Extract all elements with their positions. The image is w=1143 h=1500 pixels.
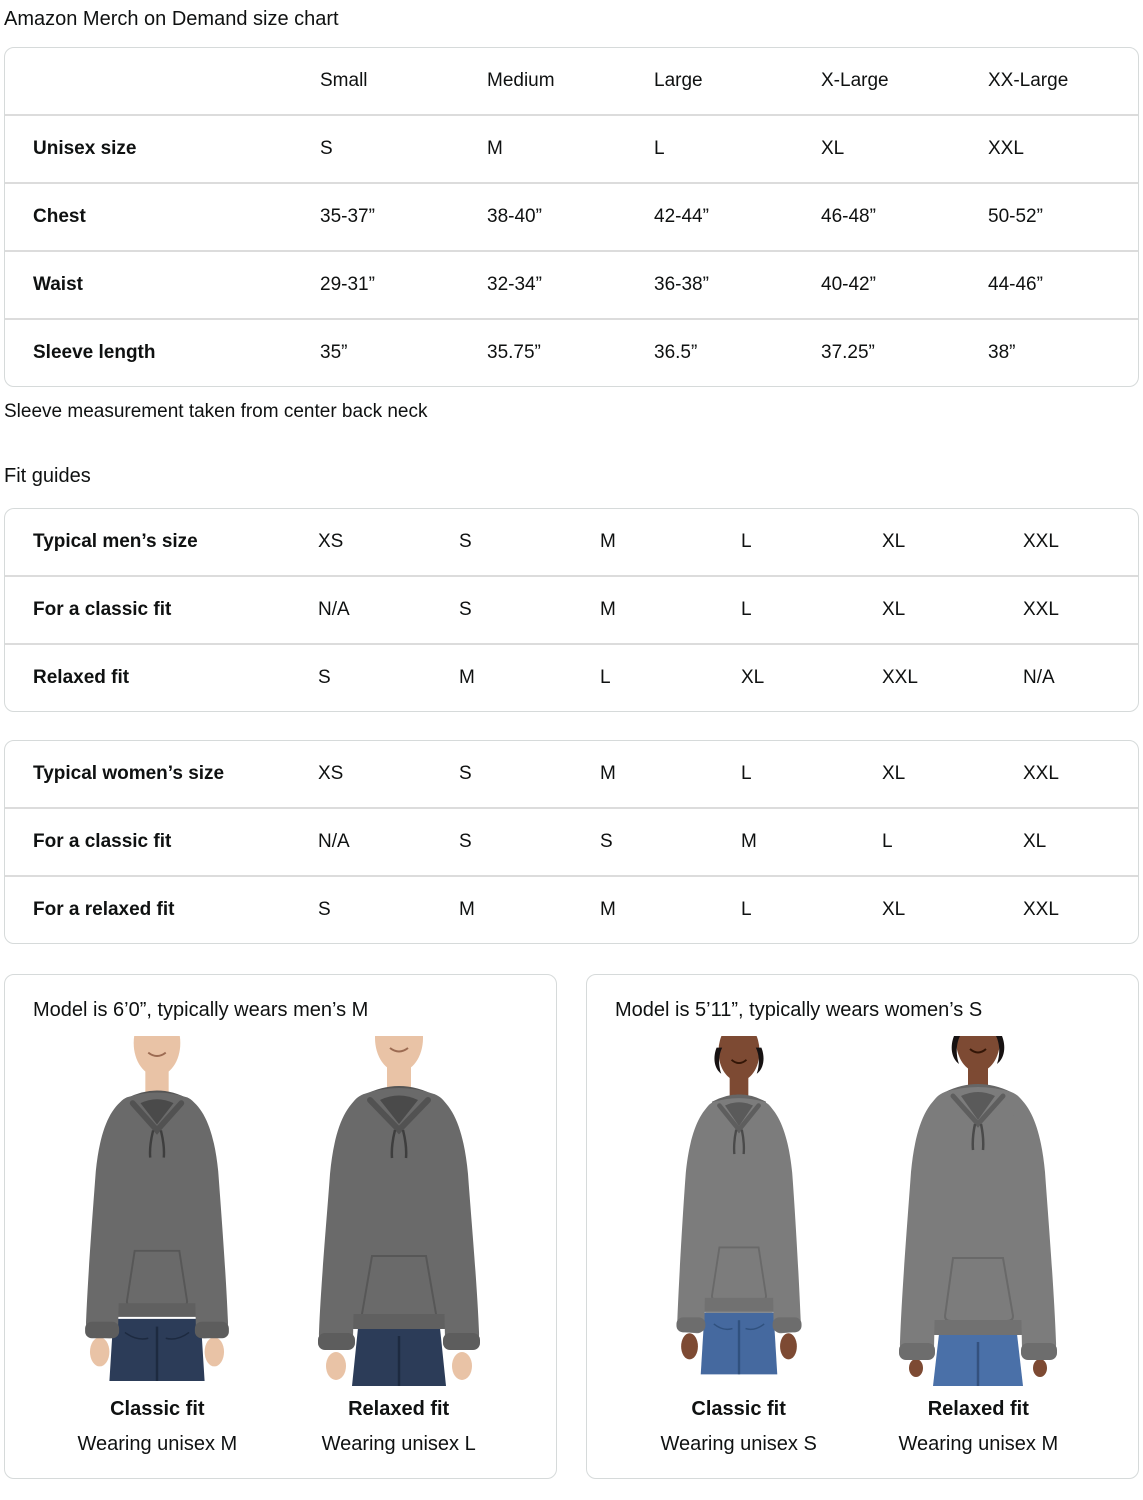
right-hand [452,1352,472,1380]
table-row-classic-fit [5,807,1138,875]
cell: L [741,530,752,552]
cell: XXL [1023,530,1059,552]
model-photo-women-relaxed [872,1036,1084,1456]
right-cuff [1021,1343,1057,1360]
model-card-women [586,974,1139,1479]
sleeve-measurement-note: Sleeve measurement taken from center back neck [4,401,428,422]
jeans [352,1328,446,1386]
row-label: Chest [33,205,86,227]
page-title: Amazon Merch on Demand size chart [4,8,339,30]
cell: 29-31” [320,273,375,295]
cell: L [741,898,752,920]
fit-label: Relaxed fit [348,1398,450,1420]
table-row-classic-fit [5,575,1138,643]
row-label: Typical women’s size [33,762,225,784]
hem-band [107,1303,208,1317]
hem-band [338,1314,460,1329]
head [714,1036,763,1102]
wearing-label: Wearing unisex M [898,1433,1059,1455]
model-card-men-heading: Model is 6’0”, typically wears men’s M [33,999,369,1021]
cell: L [654,137,665,159]
cell: L [741,762,752,784]
man-relaxed-fit-illustration [292,1036,506,1386]
row-label: For a relaxed fit [33,898,175,920]
cell: XL [882,598,906,620]
fit-guides-heading: Fit guides [4,465,91,487]
table-row-relaxed-fit [5,643,1138,711]
left-cuff [318,1333,355,1350]
cell: N/A [318,830,350,852]
column-header-xxlarge: XX-Large [988,69,1069,91]
woman-classic-fit-illustration [641,1036,837,1386]
left-fingertips [909,1359,923,1377]
cell: 35-37” [320,205,375,227]
model-photo-men-relaxed [292,1036,506,1456]
right-cuff [443,1333,480,1350]
cell: 35.75” [487,341,541,363]
model-photo-men-classic [55,1036,259,1456]
cell: M [600,762,616,784]
cell: XL [821,137,845,159]
cell: 46-48” [821,205,876,227]
row-label: For a classic fit [33,598,172,620]
left-cuff [85,1322,119,1339]
right-hand [205,1337,224,1366]
cell: XXL [1023,898,1059,920]
cell: N/A [1023,666,1055,688]
woman-relaxed-fit-illustration [872,1036,1084,1386]
cell: M [741,830,757,852]
row-label: Relaxed fit [33,666,130,688]
cell: 35” [320,341,348,363]
fit-guide-women-table [4,740,1139,944]
size-chart-table [4,47,1139,387]
table-row-sleeve-length [5,318,1138,386]
cell: S [320,137,333,159]
fit-label: Relaxed fit [927,1398,1029,1420]
row-label: Waist [33,273,83,295]
cell: 42-44” [654,205,709,227]
cell: 32-34” [487,273,542,295]
cell: N/A [318,598,350,620]
model-cards [4,974,1139,1479]
left-hand [90,1337,109,1366]
cell: XXL [882,666,918,688]
column-header-small: Small [320,69,368,91]
model-card-men [4,974,557,1479]
hem-band [919,1320,1037,1335]
row-label: Unisex size [33,137,137,159]
cell: 37.25” [821,341,875,363]
cell: 38” [988,341,1016,363]
row-label: Sleeve length [33,341,156,363]
table-row-unisex-size [5,114,1138,182]
column-header-medium: Medium [487,69,555,91]
right-cuff [195,1322,229,1339]
cell: 50-52” [988,205,1043,227]
kangaroo-pocket [127,1251,187,1306]
left-hand [326,1352,346,1380]
hem-band [695,1298,783,1311]
cell: XL [741,666,765,688]
cell: XXL [1023,598,1059,620]
column-header-xlarge: X-Large [821,69,889,91]
right-cuff [772,1317,801,1332]
cell: XXL [1023,762,1059,784]
column-header-large: Large [654,69,703,91]
model-card-women-heading: Model is 5’11”, typically wears women’s S [615,999,983,1021]
left-hand [681,1333,698,1359]
cell: M [600,898,616,920]
cell: XXL [988,137,1024,159]
cell: XS [318,762,344,784]
row-label: Typical men’s size [33,530,198,552]
fit-label: Classic fit [110,1398,205,1420]
wearing-label: Wearing unisex S [660,1433,817,1455]
cell: 38-40” [487,205,542,227]
cell: XL [882,530,906,552]
right-fingertips [1033,1359,1047,1377]
man-classic-fit-illustration [55,1036,259,1386]
cell: S [318,666,331,688]
cell: S [459,830,472,852]
cell: M [459,898,475,920]
cell: S [459,762,472,784]
cell: S [600,830,613,852]
wearing-label: Wearing unisex L [321,1433,476,1455]
cell: 36-38” [654,273,709,295]
model-photo-women-classic [641,1036,837,1456]
kangaroo-pocket [945,1258,1013,1321]
cell: M [459,666,475,688]
jeans [933,1334,1023,1386]
cell: M [487,137,503,159]
cell: S [318,898,331,920]
model-photos-women [605,1036,1120,1456]
cell: L [600,666,611,688]
table-row-typical-womens-size [5,741,1138,807]
cell: 40-42” [821,273,876,295]
table-header-row [5,48,1138,114]
cell: XL [882,898,906,920]
cell: S [459,530,472,552]
cell: XL [1023,830,1047,852]
table-row-relaxed-fit [5,875,1138,943]
wearing-label: Wearing unisex M [77,1433,238,1455]
left-cuff [676,1317,705,1332]
cell: M [600,530,616,552]
table-row-typical-mens-size [5,509,1138,575]
fit-guide-men-table [4,508,1139,712]
cell: XL [882,762,906,784]
left-cuff [899,1343,935,1360]
cell: M [600,598,616,620]
kangaroo-pocket [362,1256,436,1319]
right-hand [780,1333,797,1359]
row-label: For a classic fit [33,830,172,852]
table-row-chest [5,182,1138,250]
model-photos-men [23,1036,538,1456]
cell: 36.5” [654,341,698,363]
cell: 44-46” [988,273,1043,295]
fit-label: Classic fit [691,1398,786,1420]
cell: S [459,598,472,620]
jeans [110,1319,205,1381]
jeans [700,1313,777,1375]
kangaroo-pocket [712,1247,766,1300]
cell: XS [318,530,344,552]
cell: L [741,598,752,620]
cell: L [882,830,893,852]
table-row-waist [5,250,1138,318]
